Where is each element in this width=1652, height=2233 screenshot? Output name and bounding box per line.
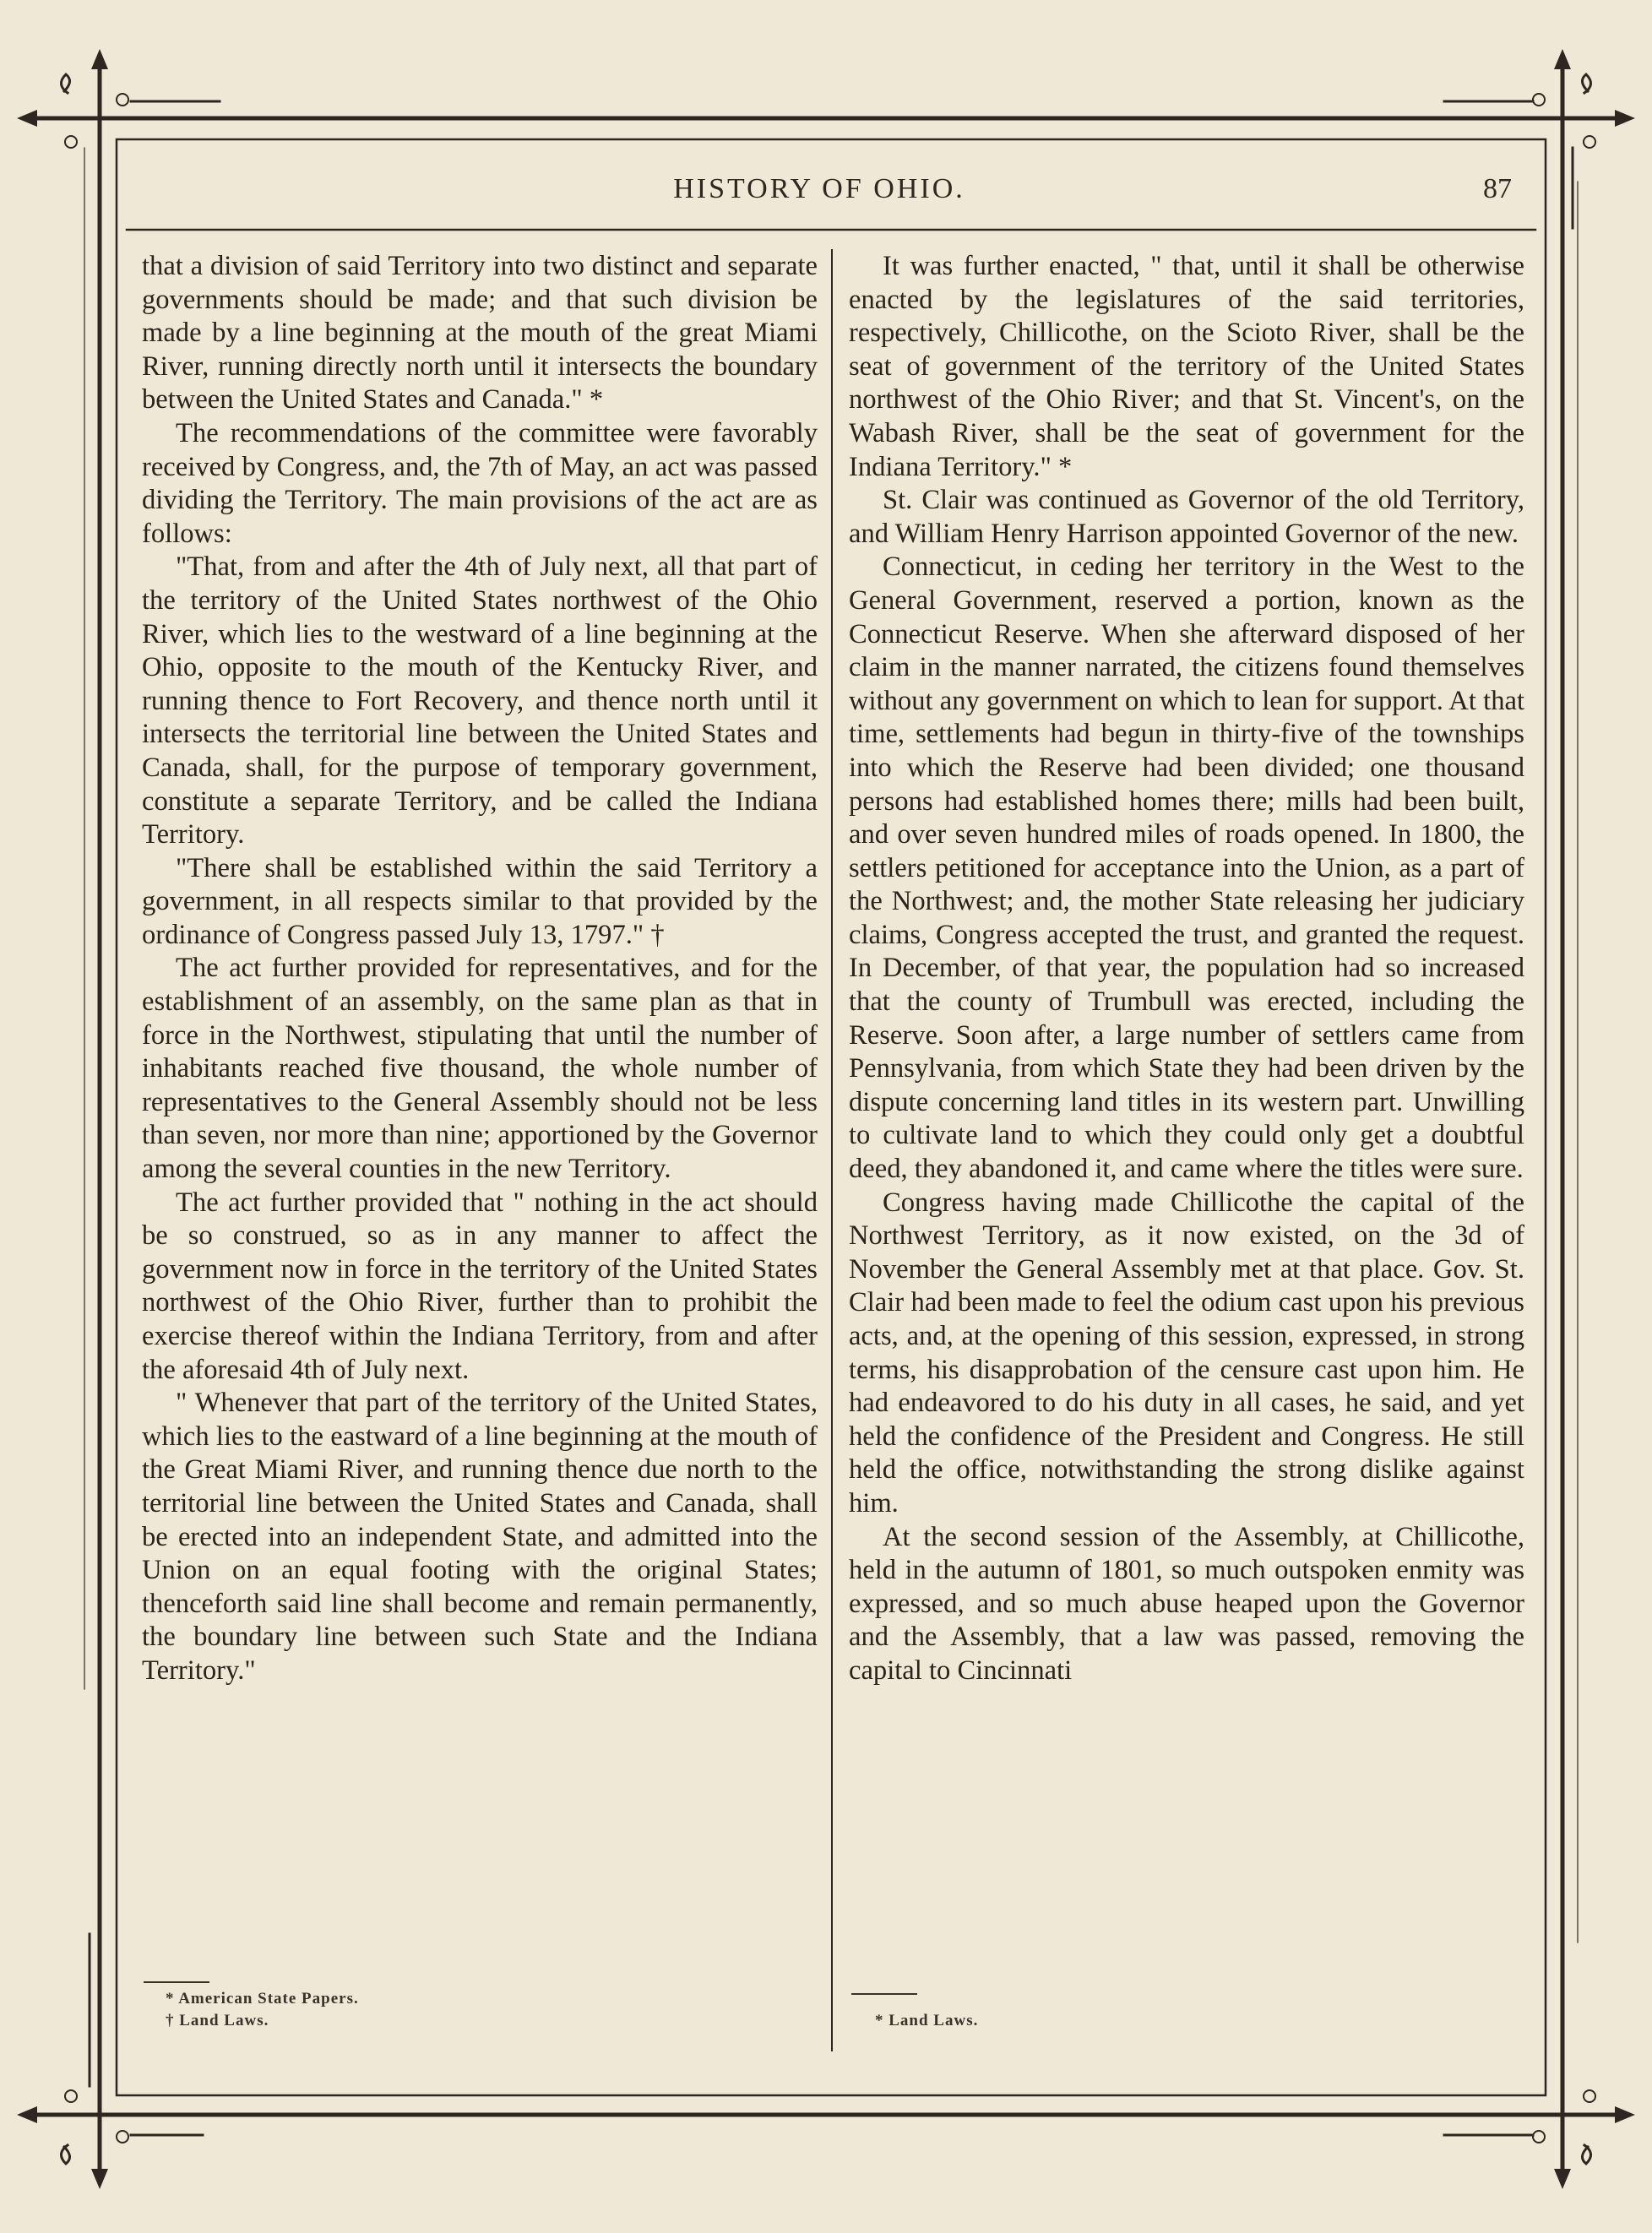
paragraph: "That, from and after the 4th of July next, all that part of the territory of the United States northwest of the Ohio River, which lies to the westward of a line beginning at the Ohio, opposite to the mouth of the Kentucky River, and running thence to Fort Recovery, and thence north until it intersects the territorial line between the United States and Canada, shall, for the purpose of temporary government, constitute a separate Territory, and be called the Indiana Territory. (142, 551, 818, 850)
footnotes-left (166, 1988, 359, 2032)
left-column (142, 250, 818, 1688)
paragraph: that a division of said Territory into two distinct and separate governments should be made; and that such division be made by a line beginning at the mouth of the great Miami River, running directly north until it intersects the boundary between the United States and Canada." * (142, 251, 818, 416)
right-column (849, 250, 1524, 1688)
footnote: † Land Laws. (166, 2012, 269, 2029)
footnote: * Land Laws. (875, 2012, 979, 2029)
paragraph: The act further provided for representatives, and for the establishment of an assembly, on the same plan as that in force in the Northwest, stipulating that until the number of inhabitants reached five thousand, the whole number of representatives to the General Assembly should not be less than seven, nor more than nine; apportioned by the Governor among the several counties in the new Territory. (142, 953, 818, 1185)
footnote: * American State Papers. (166, 1990, 359, 2008)
paragraph: Connecticut, in ceding her territory in the West to the General Government, reserved a portion, known as the Connecticut Reserve. When she afterward disposed of her claim in the manner narrated, the citizens found themselves without any government on which to lean for support. At that time, settlements had begun in thirty-five of the townships into which the Reserve had been divided; one thousand persons had established homes there; mills had been built, and over seven hundred miles of roads opened. In 1800, the settlers petitioned for acceptance into the Union, as a part of the Northwest; and, the mother State releasing her judiciary claims, Congress accepted the trust, and granted the request. In December, of that year, the population had so increased that the county of Trumbull was erected, including the Reserve. Soon after, a large number of settlers came from Pennsylvania, from which State they had been driven by the dispute concerning land titles in its western part. Unwilling to cultivate land to which they could only get a doubtful deed, they abandoned it, and came where the titles were sure. (849, 551, 1524, 1185)
paragraph: " Whenever that part of the territory of the United States, which lies to the eastward of a line beginning at the mouth of the Great Miami River, and running thence due north to the territorial line between the United States and Canada, shall be erected into an independent State, and admitted into the Union on an equal footing with the original States; thenceforth said line shall become and remain permanently, the boundary line between such State and the Indiana Territory." (142, 1388, 818, 1686)
paragraph: St. Clair was continued as Governor of the old Territory, and William Henry Harrison appointed Governor of the new. (849, 485, 1524, 549)
page-number: 87 (1483, 173, 1512, 204)
paragraph: The act further provided that " nothing in the act should be so construed, so as in any manner to affect the government now in force in the territory of the United States northwest of the Ohio River, further than to prohibit the exercise thereof within the Indiana Territory, from and after the aforesaid 4th of July next. (142, 1187, 818, 1385)
page-header (127, 173, 1512, 220)
paragraph: At the second session of the Assembly, at Chillicothe, held in the autumn of 1801, so much outspoken enmity was expressed, and so much abuse heaped upon the Governor and the Assembly, that a law was passed, removing the capital to Cincinnati (849, 1521, 1524, 1686)
footnote-rule-right (851, 1993, 917, 1995)
footnote-rule-left (144, 1981, 209, 1983)
paragraph: It was further enacted, " that, until it shall be otherwise enacted by the legislatures of the said territories, respectively, Chillicothe, on the Scioto River, shall be the seat of government of the territory of the United States northwest of the Ohio River; and that St. Vincent's, on the Wabash River, shall be the seat of government for the Indiana Territory." * (849, 251, 1524, 482)
paragraph: Congress having made Chillicothe the capital of the Northwest Territory, as it now existed, on the 3d of November the General Assembly met at that place. Gov. St. Clair had been made to feel the odium cast upon his previous acts, and, at the opening of this session, expressed, in strong terms, his disapprobation of the censure cast upon him. He had endeavored to do his duty in all cases, he said, and yet held the confidence of the President and Congress. He still held the office, notwithstanding the strong dislike against him. (849, 1187, 1524, 1519)
paragraph: "There shall be established within the said Territory a government, in all respects similar to that provided by the ordinance of Congress passed July 13, 1797." † (142, 852, 818, 950)
running-head: HISTORY OF OHIO. (673, 173, 965, 204)
paragraph: The recommendations of the committee were favorably received by Congress, and, the 7th of May, an act was passed dividing the Territory. The main provisions of the act are as follows: (142, 417, 818, 549)
footnotes-right (875, 2010, 978, 2032)
